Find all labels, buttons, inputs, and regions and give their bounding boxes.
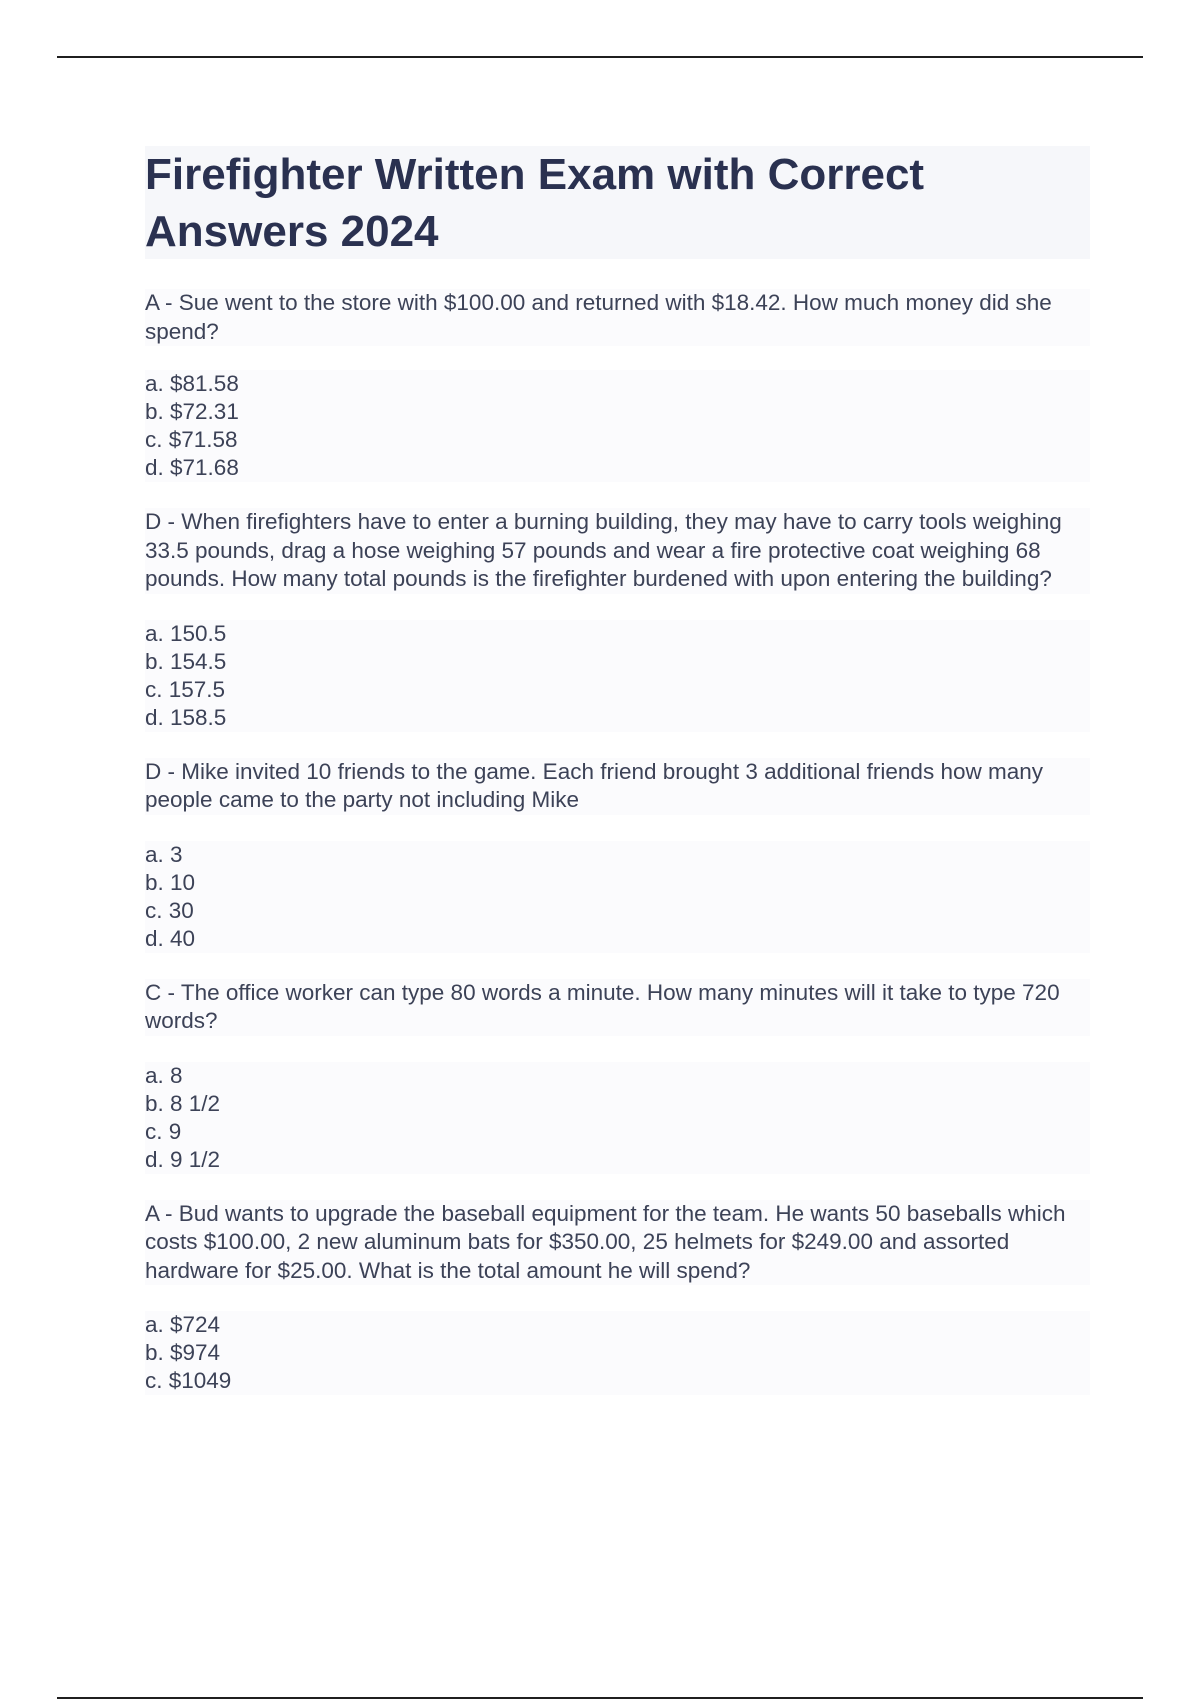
document-body <box>145 146 1090 1395</box>
question-2 <box>145 508 1090 732</box>
answer-option: c. $71.58 <box>145 426 1090 454</box>
answer-option: d. $71.68 <box>145 454 1090 482</box>
question-4 <box>145 979 1090 1174</box>
top-divider <box>57 56 1143 58</box>
question-text: D - Mike invited 10 friends to the game. Each friend brought 3 additional friends how many people came to the party not including Mike <box>145 758 1090 815</box>
answer-option: a. 3 <box>145 841 1090 869</box>
answer-option: a. $724 <box>145 1311 1090 1339</box>
answer-option: d. 9 1/2 <box>145 1146 1090 1174</box>
answer-options <box>145 620 1090 732</box>
answer-options <box>145 370 1090 482</box>
answer-option: b. 154.5 <box>145 648 1090 676</box>
question-text: A - Sue went to the store with $100.00 and returned with $18.42. How much money did she spend? <box>145 289 1090 346</box>
document-title: Firefighter Written Exam with Correct Answers 2024 <box>145 146 1090 259</box>
question-5 <box>145 1200 1090 1396</box>
question-3 <box>145 758 1090 953</box>
answer-option: d. 40 <box>145 925 1090 953</box>
answer-option: c. $1049 <box>145 1367 1090 1395</box>
answer-option: c. 30 <box>145 897 1090 925</box>
answer-option: b. 10 <box>145 869 1090 897</box>
answer-option: d. 158.5 <box>145 704 1090 732</box>
answer-option: c. 157.5 <box>145 676 1090 704</box>
answer-option: a. $81.58 <box>145 370 1090 398</box>
answer-option: b. 8 1/2 <box>145 1090 1090 1118</box>
answer-options <box>145 841 1090 953</box>
answer-option: b. $72.31 <box>145 398 1090 426</box>
bottom-divider <box>57 1697 1143 1699</box>
question-text: C - The office worker can type 80 words a minute. How many minutes will it take to type 720 words? <box>145 979 1090 1036</box>
answer-option: a. 150.5 <box>145 620 1090 648</box>
answer-options <box>145 1062 1090 1174</box>
question-1 <box>145 289 1090 482</box>
answer-option: b. $974 <box>145 1339 1090 1367</box>
question-text: D - When firefighters have to enter a burning building, they may have to carry tools weighing 33.5 pounds, drag a hose weighing 57 pounds and wear a fire protective coat weighing 68 pounds. How many total pounds is the firefighter burdened with upon entering the building? <box>145 508 1090 594</box>
answer-options <box>145 1311 1090 1395</box>
answer-option: a. 8 <box>145 1062 1090 1090</box>
question-text: A - Bud wants to upgrade the baseball equipment for the team. He wants 50 baseballs which costs $100.00, 2 new aluminum bats for $350.00, 25 helmets for $249.00 and assorted hardware for $25.00. What is the total amount he will spend? <box>145 1200 1090 1286</box>
answer-option: c. 9 <box>145 1118 1090 1146</box>
